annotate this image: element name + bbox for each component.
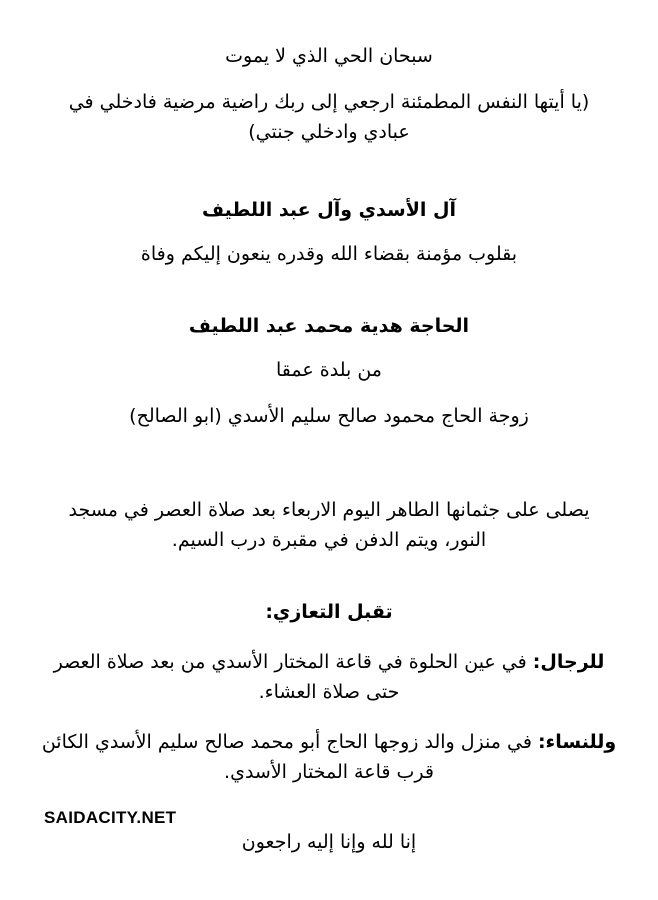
condolences-men-line-2: حتى صلاة العشاء. [258, 681, 400, 703]
condolences-men-line-1 [40, 648, 618, 676]
men-location-text: في عين الحلوة في قاعة المختار الأسدي من بعد صلاة العصر [53, 651, 533, 673]
death-announcement: بقلوب مؤمنة بقضاء الله وقدره ينعون إليكم وفاة [140, 243, 518, 265]
condolences-heading: تقبل التعازي: [265, 601, 393, 623]
funeral-details-line-1: يصلى على جثمانها الطاهر اليوم الاربعاء بعد صلاة العصر في مسجد [68, 499, 590, 521]
quran-verse-line-1: (يا أيتها النفس المطمئنة ارجعي إلى ربك راضية مرضية فادخلي في [68, 91, 590, 113]
condolences-women-line-2: قرب قاعة المختار الأسدي. [224, 761, 434, 783]
women-label: وللنساء: [537, 731, 617, 753]
family-names: آل الأسدي وآل عبد اللطيف [201, 199, 456, 221]
closing-phrase: إنا لله وإنا إليه راجعون [241, 831, 417, 853]
women-location-text: في منزل والد زوجها الحاج أبو محمد صالح سليم الأسدي الكائن [41, 731, 538, 753]
deceased-spouse: زوجة الحاج محمود صالح سليم الأسدي (ابو الصالح) [129, 405, 529, 427]
deceased-origin: من بلدة عمقا [276, 359, 382, 381]
condolences-women-line-1 [40, 728, 618, 756]
funeral-details-line-2: النور، ويتم الدفن في مقبرة درب السيم. [171, 529, 487, 551]
men-label: للرجال: [532, 651, 605, 673]
quran-verse-line-2: عبادي وادخلي جنتي) [248, 121, 410, 143]
deceased-name: الحاجة هدية محمد عبد اللطيف [188, 315, 470, 337]
site-watermark: SAIDACITY.NET [44, 808, 177, 827]
opening-phrase: سبحان الحي الذي لا يموت [225, 45, 433, 67]
